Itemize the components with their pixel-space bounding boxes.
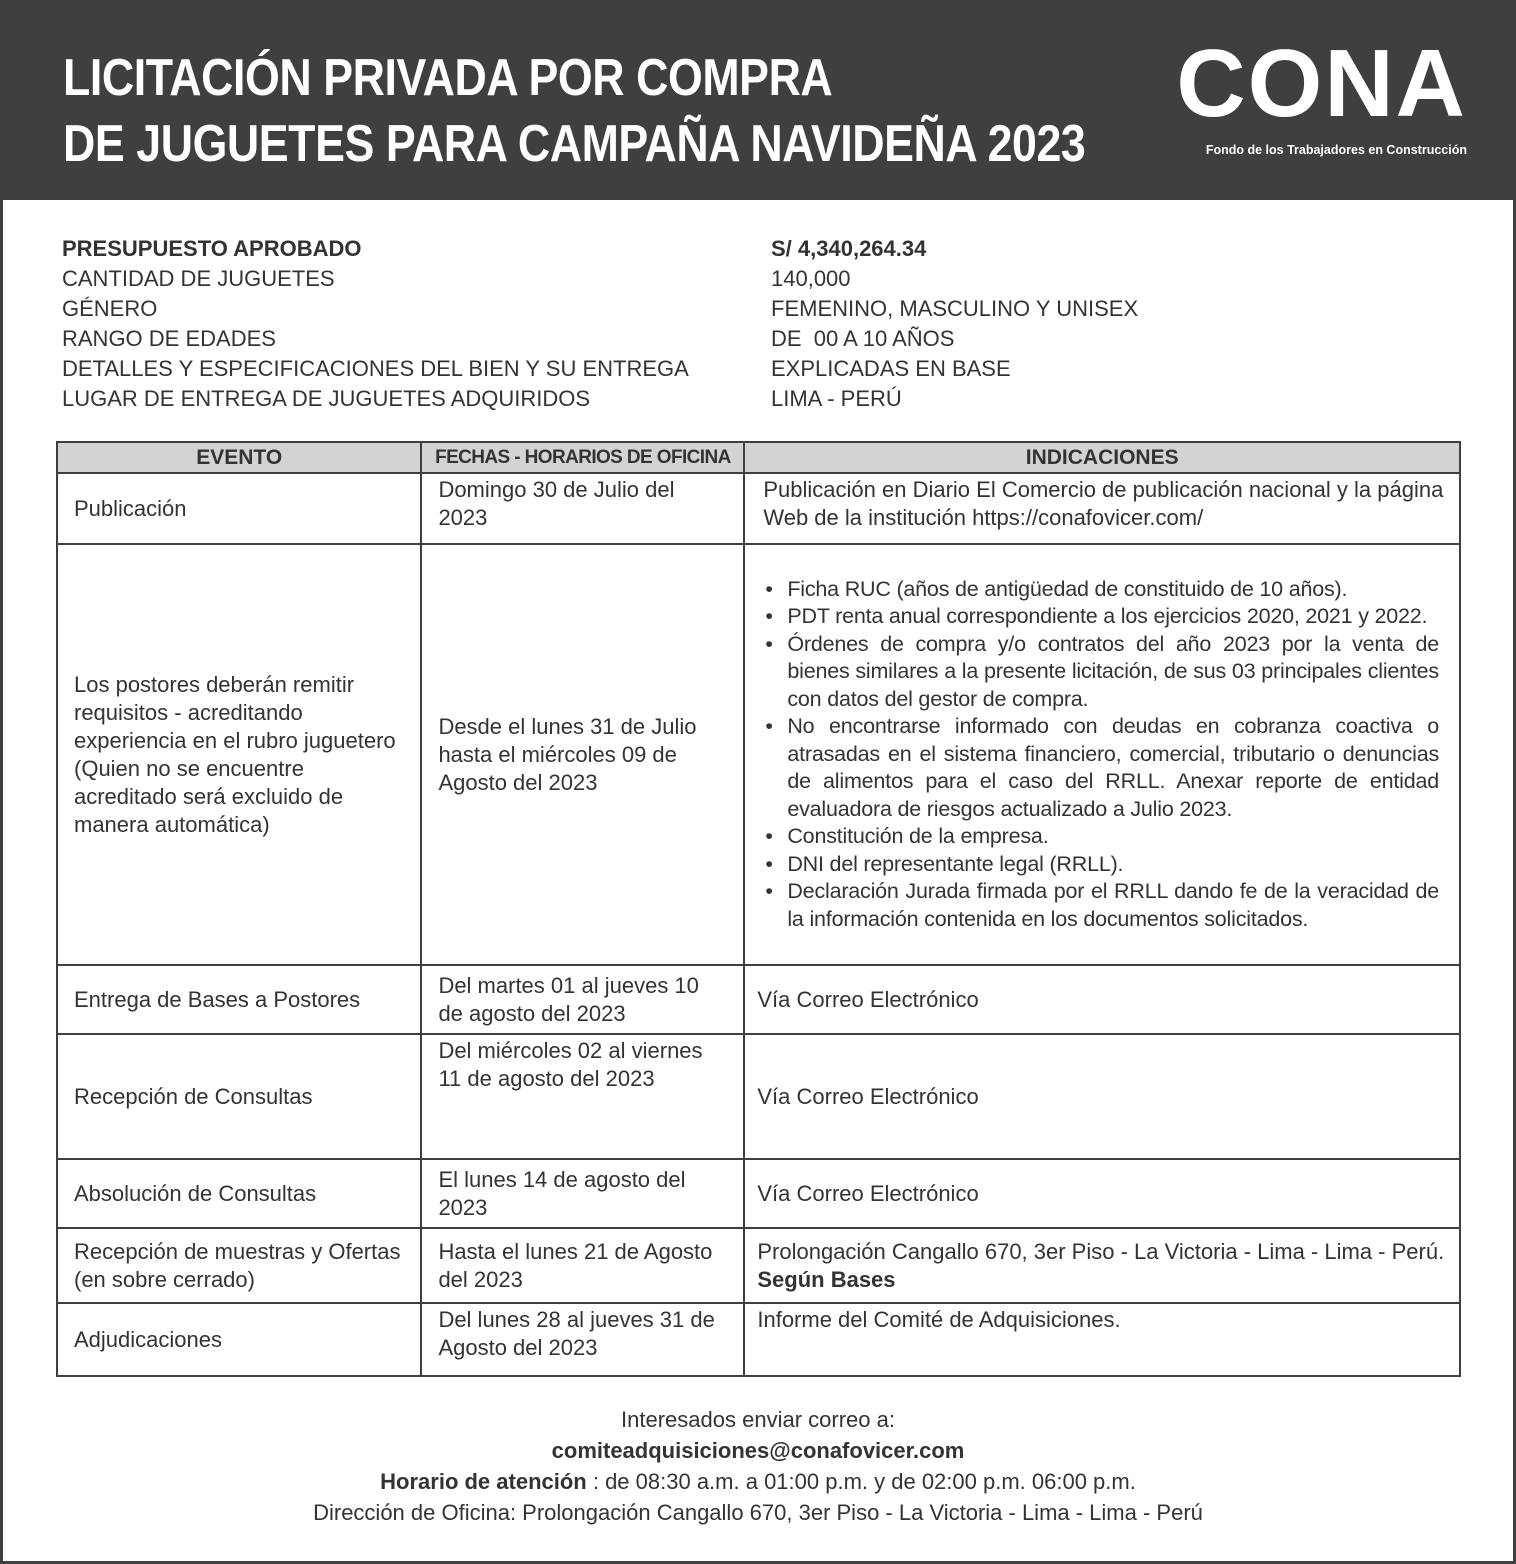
table-row bbox=[57, 544, 1460, 965]
summary-value: S/ 4,340,264.34 bbox=[771, 236, 927, 261]
summary-row bbox=[62, 234, 1462, 264]
contact-footer bbox=[0, 1404, 1516, 1528]
cell-indicaciones: Informe del Comité de Adquisiciones. bbox=[744, 1303, 1460, 1376]
list-item: • Constitución de la empresa. bbox=[757, 823, 1439, 851]
summary-value: DE 00 A 10 AÑOS bbox=[771, 326, 955, 351]
list-item: • Órdenes de compra y/o contratos del año 2023 por la venta de bienes similares a la presente licitación, de sus 03 principales clientes con datos del gestor de compra. bbox=[757, 631, 1439, 714]
header-fechas: FECHAS - HORARIOS DE OFICINA bbox=[421, 442, 744, 473]
title-line-2: DE JUGUETES PARA CAMPAÑA NAVIDEÑA 2023 bbox=[63, 115, 1086, 173]
cell-fecha: Hasta el lunes 21 de Agosto del 2023 bbox=[421, 1228, 744, 1303]
cell-indicaciones: Vía Correo Electrónico bbox=[744, 965, 1460, 1034]
table-row bbox=[57, 1034, 1460, 1159]
cell-evento: Entrega de Bases a Postores bbox=[57, 965, 421, 1034]
cona-logo bbox=[1157, 30, 1467, 157]
list-item: • Ficha RUC (años de antigüedad de constituido de 10 años). bbox=[757, 576, 1439, 604]
table-row bbox=[57, 965, 1460, 1034]
cell-requisitos bbox=[744, 544, 1460, 965]
table-row bbox=[57, 1159, 1460, 1228]
cell-fecha: Del miércoles 02 al viernes 11 de agosto del 2023 bbox=[421, 1034, 744, 1159]
summary-label: CANTIDAD DE JUGUETES bbox=[62, 266, 335, 291]
summary-label: GÉNERO bbox=[62, 296, 158, 321]
summary-value: EXPLICADAS EN BASE bbox=[771, 356, 1011, 381]
summary-value: LIMA - PERÚ bbox=[771, 386, 902, 411]
cell-fecha: Del lunes 28 al jueves 31 de Agosto del 2023 bbox=[421, 1303, 744, 1376]
summary-list bbox=[62, 234, 1462, 414]
summary-row bbox=[62, 294, 1462, 324]
summary-label: LUGAR DE ENTREGA DE JUGUETES ADQUIRIDOS bbox=[62, 386, 591, 411]
summary-row bbox=[62, 324, 1462, 354]
cell-evento: Recepción de Consultas bbox=[57, 1034, 421, 1159]
according-bases-text: Según Bases bbox=[757, 1266, 896, 1292]
title-line-1: LICITACIÓN PRIVADA POR COMPRA bbox=[63, 49, 833, 107]
cell-indicaciones: Publicación en Diario El Comercio de publicación nacional y la página Web de la institución https://conafovicer.com/ bbox=[744, 473, 1460, 544]
cell-evento: Los postores deberán remitir requisitos - acreditando experiencia en el rubro juguetero (Quien no se encuentre acreditado será excluido de manera automática) bbox=[57, 544, 421, 965]
cell-evento: Absolución de Consultas bbox=[57, 1159, 421, 1228]
list-item: • DNI del representante legal (RRLL). bbox=[757, 851, 1439, 879]
cell-evento: Recepción de muestras y Ofertas (en sobre cerrado) bbox=[57, 1228, 421, 1303]
summary-value: FEMENINO, MASCULINO Y UNISEX bbox=[771, 296, 1139, 321]
office-hours-value: : de 08:30 a.m. a 01:00 p.m. y de 02:00 p.m. 06:00 p.m. bbox=[586, 1469, 1136, 1494]
cell-indicaciones: Vía Correo Electrónico bbox=[744, 1159, 1460, 1228]
cell-fecha: Del martes 01 al jueves 10 de agosto del 2023 bbox=[421, 965, 744, 1034]
cell-evento: Publicación bbox=[57, 473, 421, 544]
cell-indicaciones bbox=[744, 1228, 1460, 1303]
cell-fecha: Domingo 30 de Julio del 2023 bbox=[421, 473, 744, 544]
office-address: Dirección de Oficina: Prolongación Cangallo 670, 3er Piso - La Victoria - Lima - Lima - Perú bbox=[313, 1500, 1203, 1525]
summary-label: RANGO DE EDADES bbox=[62, 326, 276, 351]
footer-intro: Interesados enviar correo a: bbox=[621, 1407, 895, 1432]
header-banner bbox=[3, 3, 1513, 200]
table-row bbox=[57, 473, 1460, 544]
office-hours-label: Horario de atención bbox=[380, 1469, 587, 1494]
header-indicaciones: INDICACIONES bbox=[744, 442, 1460, 473]
logo-subtitle: Fondo de los Trabajadores en Construcción bbox=[1205, 143, 1467, 157]
contact-email: comiteadquisiciones@conafovicer.com bbox=[551, 1438, 965, 1463]
list-item: • No encontrarse informado con deudas en cobranza coactiva o atrasadas en el sistema financiero, comercial, tributario o denuncias de alimentos para el caso del RRLL. Anexar reporte de entidad evaluadora de riesgos actualizado a Julio 2023. bbox=[757, 713, 1439, 823]
summary-label: DETALLES Y ESPECIFICACIONES DEL BIEN Y SU ENTREGA bbox=[62, 356, 689, 381]
cell-fecha: Desde el lunes 31 de Julio hasta el miércoles 09 de Agosto del 2023 bbox=[421, 544, 744, 965]
address-text: Prolongación Cangallo 670, 3er Piso - La Victoria - Lima - Lima - Perú. bbox=[757, 1238, 1445, 1264]
header-evento: EVENTO bbox=[57, 442, 421, 473]
cell-indicaciones: Vía Correo Electrónico bbox=[744, 1034, 1460, 1159]
table-row bbox=[57, 1228, 1460, 1303]
logo-wordmark: CONA bbox=[1176, 30, 1467, 137]
cell-fecha: El lunes 14 de agosto del 2023 bbox=[421, 1159, 744, 1228]
summary-value: 140,000 bbox=[771, 266, 851, 291]
table-header-row bbox=[57, 442, 1460, 473]
list-item: • PDT renta anual correspondiente a los ejercicios 2020, 2021 y 2022. bbox=[757, 603, 1439, 631]
office-hours bbox=[0, 1466, 1516, 1497]
table-row bbox=[57, 1303, 1460, 1376]
summary-row bbox=[62, 384, 1462, 414]
summary-row bbox=[62, 354, 1462, 384]
cell-evento: Adjudicaciones bbox=[57, 1303, 421, 1376]
events-table bbox=[56, 441, 1461, 1377]
list-item: • Declaración Jurada firmada por el RRLL dando fe de la veracidad de la información contenida en los documentos solicitados. bbox=[757, 878, 1439, 933]
requirements-list bbox=[757, 576, 1449, 934]
page-title bbox=[63, 45, 1085, 177]
summary-row bbox=[62, 264, 1462, 294]
summary-label: PRESUPUESTO APROBADO bbox=[62, 236, 362, 261]
